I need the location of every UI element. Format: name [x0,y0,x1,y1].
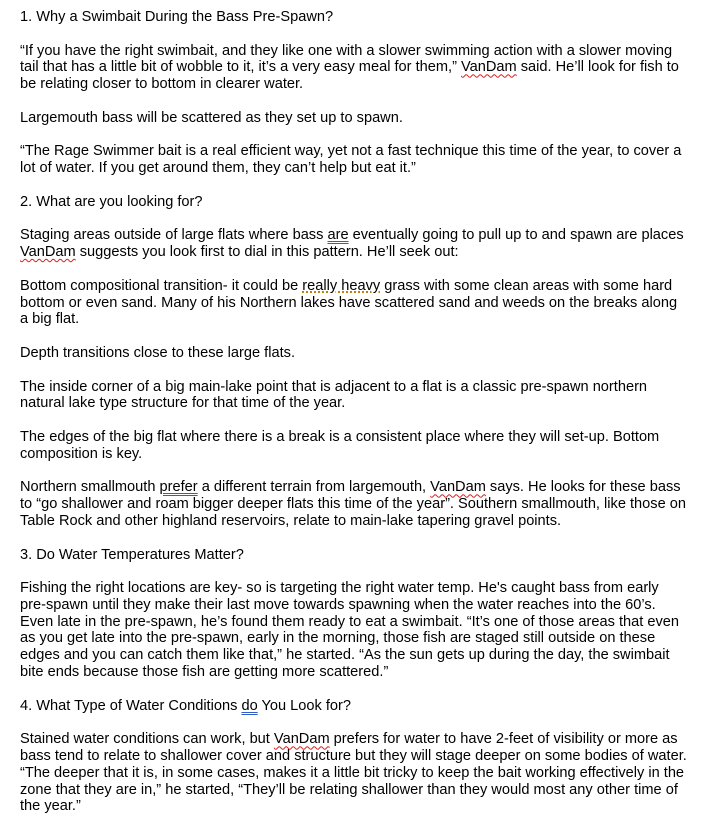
text-run: prefers for water to have 2-feet of visibility or more as bass tend to relate to shallower cover and structure but they will stage deeper on some bodies of water. “The deeper that it is, in some cases, makes it a little bit tricky to keep the bait working effectively in the zone that they are in,” he started, “They’ll be relating shallower than they would most any other time of the year.” [20,731,687,815]
text-run: 2. What are you looking for? [20,193,203,210]
text-run: grass with some clean areas with some hard bottom or even sand. Many of his Northern lakes have scattered sand and weeds on the breaks along a big flat. [20,277,678,328]
text-run: You Look for? [257,697,352,714]
grammar-flag[interactable]: do [241,697,258,714]
text-run: suggests you look first to dial in this pattern. He’ll seek out: [75,244,459,261]
paragraph [20,143,688,177]
text-run: a different terrain from largemouth, [197,479,431,496]
text-run: said. He’ll look for fish to be relating closer to bottom in clearer water. [20,59,679,93]
spelling-flag[interactable]: VanDam [460,59,517,76]
text-run: “The Rage Swimmer bait is a real efficient way, yet not a fast technique this time of the year, to cover a lot of water. If you get around them, they can’t help but eat it.” [20,143,682,177]
spelling-flag[interactable]: VanDam [20,244,76,261]
heading-2 [20,194,688,211]
text-run: Fishing the right locations are key- so is targeting the right water temp. He's caught bass from early pre-spawn until they make their last move towards spawning when the water reaches into the 60’s. Even late in the pre-spawn, he’s found them ready to eat a swimbait. “It’s one of those areas that even as you get late into the pre-spawn, early in the morning, those fish are staged still outside on these edges and you can catch them like that,” he started. “As the sun gets up during the day, the swimbait bite ends because those fish are getting more scattered.” [20,580,679,681]
spelling-flag[interactable]: VanDam [430,479,486,496]
text-run: Largemouth bass will be scattered as they set up to spawn. [20,109,403,126]
paragraph [20,227,688,261]
heading-4 [20,698,688,715]
paragraph [20,479,688,529]
text-run: says. He looks for these bass to “go shallower and roam bigger deeper flats this time of the year”. Southern smallmouth, like those on Table Rock and other highland reservoirs, relate to main-lake tapering gravel points. [20,479,686,529]
document-body [20,9,688,832]
grammar-flag[interactable]: are [327,227,349,244]
text-run: Bottom compositional transition- it could be [20,277,303,294]
grammar-flag[interactable]: prefer [159,479,198,496]
text-run: Depth transitions close to these large flats. [20,344,295,361]
text-run: 4. What Type of Water Conditions [20,697,242,714]
text-run: eventually going to pull up to and spawn are places [348,227,684,244]
text-run: The inside corner of a big main-lake point that is adjacent to a flat is a classic pre-spawn northern natural lake type structure for that time of the year. [20,378,648,412]
paragraph [20,278,688,328]
paragraph [20,110,688,127]
text-run: 3. Do Water Temperatures Matter? [20,546,244,563]
text-run: “If you have the right swimbait, and they like one with a slower swimming action with a slower moving tail that has a little bit of wobble to it, it’s a very easy meal for them,” [20,42,673,76]
paragraph [20,731,688,815]
heading-1 [20,9,688,26]
paragraph [20,580,688,681]
text-run: Stained water conditions can work, but [20,731,274,748]
paragraph [20,345,688,362]
text-run: Northern smallmouth [20,479,160,496]
paragraph [20,43,688,93]
text-run: The edges of the big flat where there is a break is a consistent place where they will set-up. Bottom composition is key. [20,428,660,462]
paragraph [20,379,688,413]
text-run: 1. Why a Swimbait During the Bass Pre-Spawn? [20,9,334,25]
paragraph [20,429,688,463]
text-run: Staging areas outside of large flats where bass [20,227,328,244]
style-flag[interactable]: really heavy [302,277,381,294]
heading-3 [20,547,688,564]
spelling-flag[interactable]: VanDam [273,731,330,748]
